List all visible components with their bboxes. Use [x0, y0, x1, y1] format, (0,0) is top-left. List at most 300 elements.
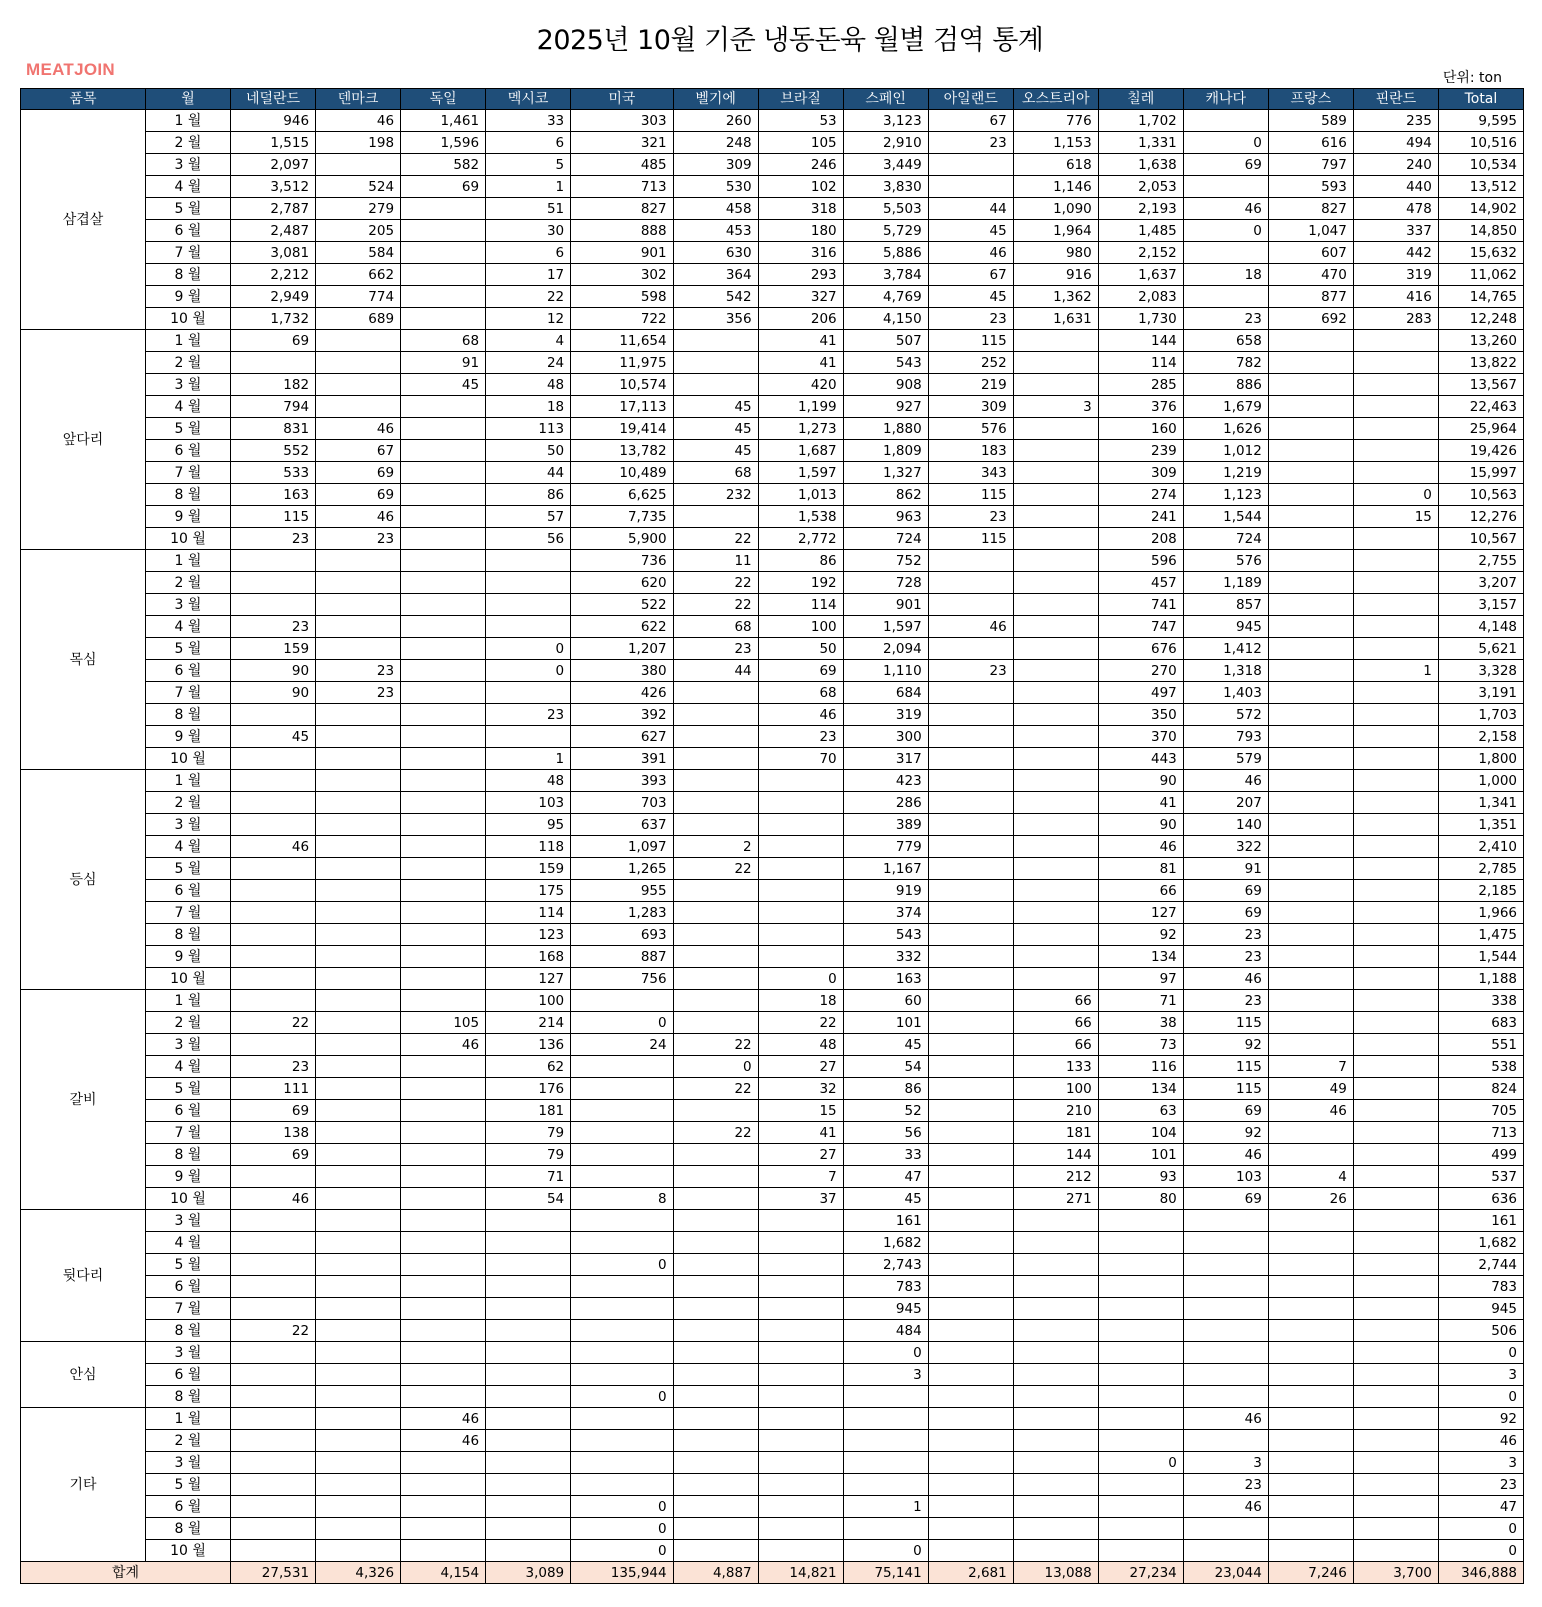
- column-header: 브라질: [758, 89, 843, 110]
- value-cell: [1268, 572, 1353, 594]
- value-cell: [486, 726, 571, 748]
- total-value-cell: 14,821: [758, 1562, 843, 1584]
- month-cell: 6 월: [145, 1100, 230, 1122]
- value-cell: 168: [486, 946, 571, 968]
- value-cell: 86: [486, 484, 571, 506]
- value-cell: 5,900: [571, 528, 673, 550]
- row-total-cell: 705: [1438, 1100, 1523, 1122]
- value-cell: [1353, 1452, 1438, 1474]
- table-row: [21, 1496, 1524, 1518]
- value-cell: 0: [1353, 484, 1438, 506]
- row-total-cell: 3,157: [1438, 594, 1523, 616]
- value-cell: 45: [673, 396, 758, 418]
- value-cell: 616: [1268, 132, 1353, 154]
- value-cell: [231, 1210, 316, 1232]
- row-total-cell: 683: [1438, 1012, 1523, 1034]
- value-cell: 3: [843, 1364, 928, 1386]
- value-cell: [673, 506, 758, 528]
- value-cell: [316, 836, 401, 858]
- value-cell: [843, 1518, 928, 1540]
- table-row: [21, 242, 1524, 264]
- value-cell: [486, 594, 571, 616]
- value-cell: 23: [928, 132, 1013, 154]
- value-cell: [758, 1452, 843, 1474]
- value-cell: [673, 990, 758, 1012]
- value-cell: 747: [1098, 616, 1183, 638]
- row-total-cell: 824: [1438, 1078, 1523, 1100]
- value-cell: 23: [928, 660, 1013, 682]
- value-cell: [486, 1452, 571, 1474]
- month-cell: 8 월: [145, 1144, 230, 1166]
- value-cell: [673, 1100, 758, 1122]
- value-cell: 22: [673, 1034, 758, 1056]
- value-cell: [1268, 924, 1353, 946]
- value-cell: [316, 968, 401, 990]
- value-cell: [316, 1056, 401, 1078]
- value-cell: [1353, 726, 1438, 748]
- value-cell: [1013, 1452, 1098, 1474]
- value-cell: [1098, 1386, 1183, 1408]
- value-cell: [673, 1518, 758, 1540]
- value-cell: 159: [231, 638, 316, 660]
- value-cell: 0: [673, 1056, 758, 1078]
- value-cell: 1,265: [571, 858, 673, 880]
- value-cell: [673, 1254, 758, 1276]
- category-cell: 안심: [21, 1342, 146, 1408]
- value-cell: 0: [571, 1540, 673, 1562]
- value-cell: 0: [843, 1540, 928, 1562]
- value-cell: [1268, 1518, 1353, 1540]
- value-cell: 3,512: [231, 176, 316, 198]
- value-cell: [928, 1474, 1013, 1496]
- value-cell: [673, 924, 758, 946]
- row-total-cell: 1,351: [1438, 814, 1523, 836]
- value-cell: [1183, 1364, 1268, 1386]
- value-cell: [1013, 770, 1098, 792]
- value-cell: [231, 1430, 316, 1452]
- value-cell: 69: [1183, 1188, 1268, 1210]
- value-cell: 374: [843, 902, 928, 924]
- value-cell: 271: [1013, 1188, 1098, 1210]
- value-cell: [1268, 616, 1353, 638]
- value-cell: 26: [1268, 1188, 1353, 1210]
- value-cell: [401, 1364, 486, 1386]
- value-cell: 159: [486, 858, 571, 880]
- value-cell: [673, 748, 758, 770]
- value-cell: [1013, 374, 1098, 396]
- value-cell: 115: [928, 528, 1013, 550]
- value-cell: 18: [486, 396, 571, 418]
- value-cell: 113: [486, 418, 571, 440]
- header-row: [21, 89, 1524, 110]
- value-cell: [758, 1320, 843, 1342]
- value-cell: 205: [316, 220, 401, 242]
- value-cell: [1268, 1034, 1353, 1056]
- total-value-cell: 27,531: [231, 1562, 316, 1584]
- value-cell: [1268, 704, 1353, 726]
- brand-logo: MEATJOIN: [26, 60, 115, 79]
- month-cell: 1 월: [145, 770, 230, 792]
- value-cell: [316, 1320, 401, 1342]
- row-total-cell: 1,544: [1438, 946, 1523, 968]
- value-cell: [928, 946, 1013, 968]
- value-cell: [1353, 638, 1438, 660]
- value-cell: [673, 352, 758, 374]
- value-cell: 235: [1353, 110, 1438, 132]
- value-cell: 66: [1013, 1034, 1098, 1056]
- value-cell: 1,273: [758, 418, 843, 440]
- value-cell: [1098, 1474, 1183, 1496]
- value-cell: [231, 880, 316, 902]
- value-cell: [1268, 1232, 1353, 1254]
- total-row: [21, 1562, 1524, 1584]
- value-cell: [673, 704, 758, 726]
- value-cell: 23: [928, 308, 1013, 330]
- value-cell: 67: [316, 440, 401, 462]
- value-cell: [1353, 462, 1438, 484]
- value-cell: 10,489: [571, 462, 673, 484]
- value-cell: 46: [758, 704, 843, 726]
- value-cell: 5,886: [843, 242, 928, 264]
- month-cell: 8 월: [145, 704, 230, 726]
- value-cell: 63: [1098, 1100, 1183, 1122]
- value-cell: 246: [758, 154, 843, 176]
- value-cell: [1268, 814, 1353, 836]
- value-cell: 676: [1098, 638, 1183, 660]
- table-row: [21, 594, 1524, 616]
- value-cell: 1,097: [571, 836, 673, 858]
- value-cell: 81: [1098, 858, 1183, 880]
- value-cell: [1098, 1254, 1183, 1276]
- value-cell: 1: [486, 748, 571, 770]
- value-cell: 45: [673, 418, 758, 440]
- month-cell: 8 월: [145, 924, 230, 946]
- value-cell: [928, 1364, 1013, 1386]
- value-cell: [758, 1430, 843, 1452]
- value-cell: 945: [843, 1298, 928, 1320]
- value-cell: 1,485: [1098, 220, 1183, 242]
- value-cell: [1268, 1386, 1353, 1408]
- value-cell: [231, 968, 316, 990]
- value-cell: [231, 594, 316, 616]
- value-cell: [1268, 836, 1353, 858]
- value-cell: [486, 1474, 571, 1496]
- value-cell: [1183, 1210, 1268, 1232]
- value-cell: [316, 748, 401, 770]
- value-cell: 206: [758, 308, 843, 330]
- value-cell: 1,012: [1183, 440, 1268, 462]
- table-row: [21, 990, 1524, 1012]
- category-cell: 갈비: [21, 990, 146, 1210]
- value-cell: 71: [1098, 990, 1183, 1012]
- category-cell: 목심: [21, 550, 146, 770]
- value-cell: 327: [758, 286, 843, 308]
- value-cell: [1098, 1540, 1183, 1562]
- value-cell: 79: [486, 1144, 571, 1166]
- value-cell: 41: [1098, 792, 1183, 814]
- value-cell: 13,782: [571, 440, 673, 462]
- value-cell: [486, 1276, 571, 1298]
- value-cell: [1353, 440, 1438, 462]
- month-cell: 10 월: [145, 968, 230, 990]
- value-cell: 105: [401, 1012, 486, 1034]
- value-cell: 774: [316, 286, 401, 308]
- row-total-cell: 1,341: [1438, 792, 1523, 814]
- value-cell: 7: [758, 1166, 843, 1188]
- value-cell: 332: [843, 946, 928, 968]
- value-cell: 1,167: [843, 858, 928, 880]
- value-cell: 0: [571, 1254, 673, 1276]
- value-cell: [673, 1408, 758, 1430]
- value-cell: 62: [486, 1056, 571, 1078]
- value-cell: 627: [571, 726, 673, 748]
- value-cell: [486, 682, 571, 704]
- value-cell: 1,596: [401, 132, 486, 154]
- month-cell: 8 월: [145, 1386, 230, 1408]
- value-cell: [1013, 814, 1098, 836]
- value-cell: [673, 1210, 758, 1232]
- value-cell: 45: [673, 440, 758, 462]
- month-cell: 4 월: [145, 836, 230, 858]
- value-cell: 1,153: [1013, 132, 1098, 154]
- value-cell: [928, 572, 1013, 594]
- value-cell: [928, 594, 1013, 616]
- value-cell: [758, 1342, 843, 1364]
- value-cell: 0: [1183, 220, 1268, 242]
- value-cell: 115: [1183, 1056, 1268, 1078]
- value-cell: 1,679: [1183, 396, 1268, 418]
- value-cell: [1013, 1386, 1098, 1408]
- value-cell: 46: [1098, 836, 1183, 858]
- value-cell: [316, 638, 401, 660]
- value-cell: 901: [571, 242, 673, 264]
- value-cell: 524: [316, 176, 401, 198]
- value-cell: 118: [486, 836, 571, 858]
- value-cell: [231, 748, 316, 770]
- value-cell: [316, 902, 401, 924]
- value-cell: 45: [401, 374, 486, 396]
- value-cell: [316, 1210, 401, 1232]
- value-cell: [1013, 1232, 1098, 1254]
- value-cell: [486, 1254, 571, 1276]
- value-cell: 497: [1098, 682, 1183, 704]
- value-cell: 46: [231, 1188, 316, 1210]
- row-total-cell: 3,328: [1438, 660, 1523, 682]
- value-cell: 794: [231, 396, 316, 418]
- row-total-cell: 47: [1438, 1496, 1523, 1518]
- value-cell: [1268, 1298, 1353, 1320]
- value-cell: 180: [758, 220, 843, 242]
- value-cell: [758, 1364, 843, 1386]
- value-cell: 260: [673, 110, 758, 132]
- value-cell: [1183, 1232, 1268, 1254]
- table-row: [21, 484, 1524, 506]
- value-cell: [928, 792, 1013, 814]
- value-cell: 70: [758, 748, 843, 770]
- category-cell: 등심: [21, 770, 146, 990]
- value-cell: 46: [1183, 198, 1268, 220]
- value-cell: 66: [1013, 1012, 1098, 1034]
- value-cell: [758, 1254, 843, 1276]
- value-cell: 182: [231, 374, 316, 396]
- value-cell: 6: [486, 242, 571, 264]
- value-cell: 782: [1183, 352, 1268, 374]
- value-cell: [1268, 528, 1353, 550]
- table-row: [21, 616, 1524, 638]
- value-cell: 1,964: [1013, 220, 1098, 242]
- value-cell: [1013, 506, 1098, 528]
- value-cell: [316, 352, 401, 374]
- value-cell: [928, 1034, 1013, 1056]
- value-cell: [1353, 1342, 1438, 1364]
- value-cell: 286: [843, 792, 928, 814]
- total-value-cell: 4,887: [673, 1562, 758, 1584]
- row-total-cell: 1,703: [1438, 704, 1523, 726]
- column-header: 아일랜드: [928, 89, 1013, 110]
- value-cell: [316, 1474, 401, 1496]
- value-cell: 45: [231, 726, 316, 748]
- value-cell: 0: [571, 1518, 673, 1540]
- value-cell: 23: [316, 682, 401, 704]
- value-cell: 44: [928, 198, 1013, 220]
- column-header: 멕시코: [486, 89, 571, 110]
- row-total-cell: 713: [1438, 1122, 1523, 1144]
- value-cell: [1353, 1540, 1438, 1562]
- value-cell: [401, 814, 486, 836]
- table-row: [21, 440, 1524, 462]
- value-cell: [401, 1188, 486, 1210]
- value-cell: 68: [673, 616, 758, 638]
- value-cell: 285: [1098, 374, 1183, 396]
- value-cell: [571, 1166, 673, 1188]
- value-cell: 300: [843, 726, 928, 748]
- value-cell: [1353, 1320, 1438, 1342]
- value-cell: [1268, 506, 1353, 528]
- value-cell: [928, 1056, 1013, 1078]
- value-cell: 1,682: [843, 1232, 928, 1254]
- value-cell: 115: [231, 506, 316, 528]
- value-cell: [401, 506, 486, 528]
- value-cell: 46: [1183, 1408, 1268, 1430]
- table-row: [21, 418, 1524, 440]
- value-cell: 23: [673, 638, 758, 660]
- value-cell: [401, 1276, 486, 1298]
- value-cell: [1268, 1012, 1353, 1034]
- value-cell: 86: [843, 1078, 928, 1100]
- value-cell: [1268, 726, 1353, 748]
- value-cell: 1,090: [1013, 198, 1098, 220]
- value-cell: 389: [843, 814, 928, 836]
- value-cell: 127: [1098, 902, 1183, 924]
- table-row: [21, 924, 1524, 946]
- value-cell: [316, 1188, 401, 1210]
- value-cell: 797: [1268, 154, 1353, 176]
- value-cell: [231, 946, 316, 968]
- value-cell: [231, 770, 316, 792]
- value-cell: 23: [231, 528, 316, 550]
- month-cell: 6 월: [145, 880, 230, 902]
- value-cell: [1013, 792, 1098, 814]
- value-cell: [673, 1166, 758, 1188]
- value-cell: [401, 726, 486, 748]
- value-cell: 317: [843, 748, 928, 770]
- value-cell: 1,219: [1183, 462, 1268, 484]
- value-cell: 423: [843, 770, 928, 792]
- value-cell: 54: [843, 1056, 928, 1078]
- month-cell: 3 월: [145, 1034, 230, 1056]
- value-cell: 56: [486, 528, 571, 550]
- value-cell: [486, 1320, 571, 1342]
- row-total-cell: 4,148: [1438, 616, 1523, 638]
- value-cell: 5,729: [843, 220, 928, 242]
- value-cell: [1013, 594, 1098, 616]
- value-cell: 579: [1183, 748, 1268, 770]
- value-cell: [1013, 968, 1098, 990]
- value-cell: 576: [1183, 550, 1268, 572]
- value-cell: 103: [486, 792, 571, 814]
- value-cell: [928, 726, 1013, 748]
- row-total-cell: 1,000: [1438, 770, 1523, 792]
- value-cell: [1268, 1452, 1353, 1474]
- value-cell: 24: [571, 1034, 673, 1056]
- total-value-cell: 13,088: [1013, 1562, 1098, 1584]
- value-cell: 3,123: [843, 110, 928, 132]
- value-cell: [316, 1232, 401, 1254]
- value-cell: 67: [928, 264, 1013, 286]
- value-cell: 140: [1183, 814, 1268, 836]
- value-cell: [486, 1232, 571, 1254]
- value-cell: [401, 792, 486, 814]
- value-cell: 1,637: [1098, 264, 1183, 286]
- page-title: 2025년 10월 기준 냉동돈육 월별 검역 통계: [536, 25, 1044, 56]
- value-cell: [1183, 1386, 1268, 1408]
- value-cell: 45: [843, 1034, 928, 1056]
- table-row: [21, 330, 1524, 352]
- value-cell: 123: [486, 924, 571, 946]
- value-cell: 48: [486, 374, 571, 396]
- value-cell: 1,626: [1183, 418, 1268, 440]
- row-total-cell: 14,902: [1438, 198, 1523, 220]
- value-cell: [401, 1254, 486, 1276]
- value-cell: [316, 1144, 401, 1166]
- value-cell: [401, 418, 486, 440]
- value-cell: 1,412: [1183, 638, 1268, 660]
- value-cell: [673, 1342, 758, 1364]
- value-cell: 572: [1183, 704, 1268, 726]
- value-cell: 22: [758, 1012, 843, 1034]
- table-row: [21, 1100, 1524, 1122]
- value-cell: 115: [928, 484, 1013, 506]
- value-cell: 30: [486, 220, 571, 242]
- value-cell: [1098, 1276, 1183, 1298]
- value-cell: 945: [1183, 616, 1268, 638]
- value-cell: [1013, 484, 1098, 506]
- column-header: 스페인: [843, 89, 928, 110]
- value-cell: [231, 1364, 316, 1386]
- month-cell: 6 월: [145, 1496, 230, 1518]
- month-cell: 10 월: [145, 1540, 230, 1562]
- value-cell: [1268, 1254, 1353, 1276]
- value-cell: [928, 858, 1013, 880]
- month-cell: 1 월: [145, 990, 230, 1012]
- month-cell: 2 월: [145, 1430, 230, 1452]
- value-cell: [843, 1408, 928, 1430]
- value-cell: [401, 308, 486, 330]
- value-cell: [673, 726, 758, 748]
- value-cell: 104: [1098, 1122, 1183, 1144]
- value-cell: [316, 1298, 401, 1320]
- value-cell: [673, 902, 758, 924]
